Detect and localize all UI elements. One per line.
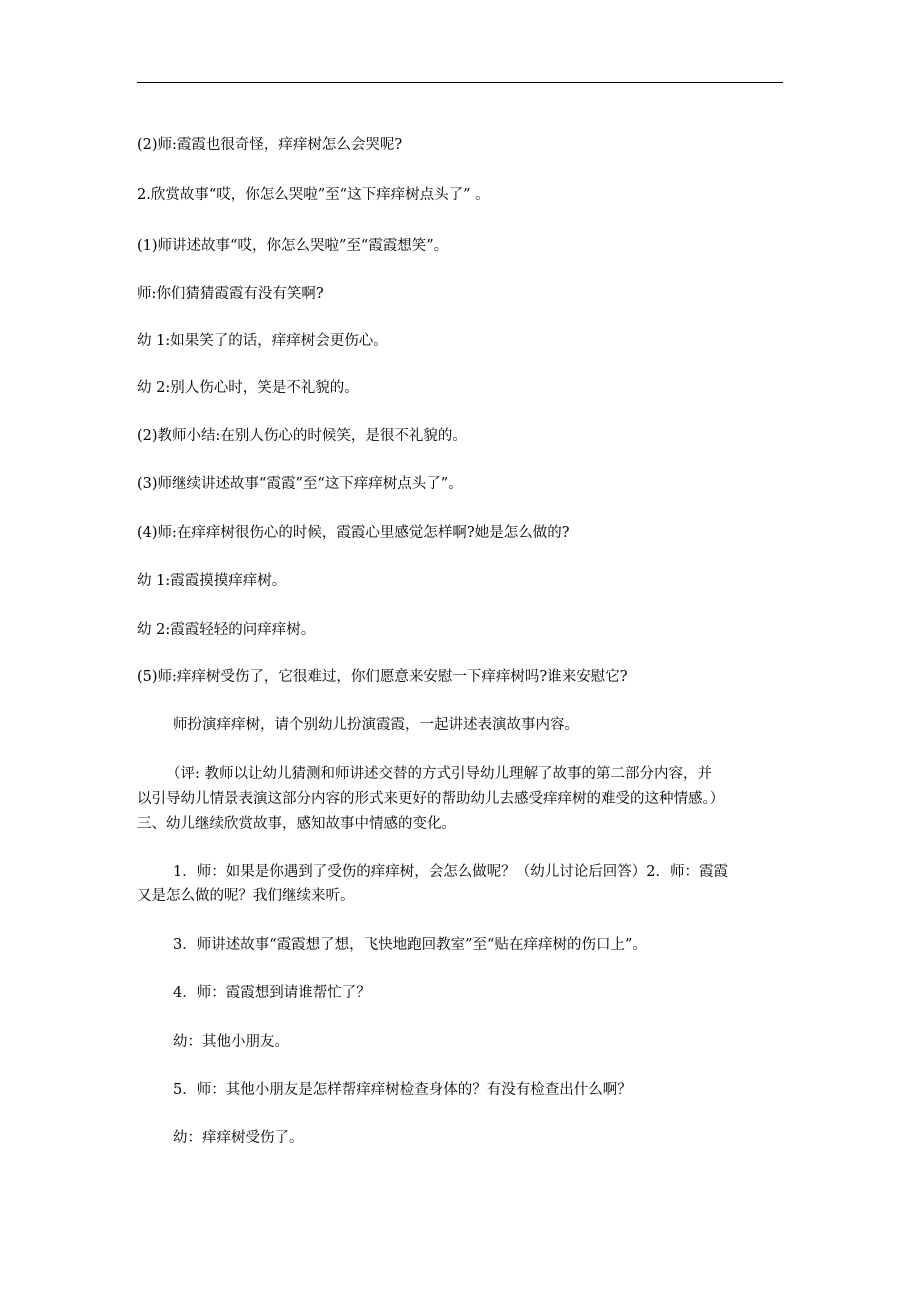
paragraph-line: 2.欣赏故事“哎，你怎么哭啦”至“这下痒痒树点头了” 。 (137, 187, 490, 203)
paragraph-line: 幼 1:如果笑了的话，痒痒树会更伤心。 (137, 333, 388, 349)
paragraph-line: 3．师讲述故事“霞霞想了想，飞快地跑回教室”至“贴在痒痒树的伤口上”。 (173, 937, 647, 953)
section-heading: 三、幼儿继续欣赏故事，感知故事中情感的变化。 (137, 816, 456, 832)
paragraph-line: 又是怎么做的呢？我们继续来听。 (137, 888, 355, 904)
paragraph-line: (2)教师小结:在别人伤心的时候笑，是很不礼貌的。 (137, 428, 467, 444)
paragraph-line: 4．师：霞霞想到请谁帮忙了？ (173, 985, 371, 1001)
paragraph-line: (1)师讲述故事“哎，你怎么哭啦”至“霞霞想笑”。 (137, 238, 449, 254)
paragraph-line: 幼 1:霞霞摸摸痒痒树。 (137, 573, 287, 589)
paragraph-line: (5)师:痒痒树受伤了，它很难过，你们愿意来安慰一下痒痒树吗?谁来安慰它? (137, 669, 628, 685)
paragraph-line: 幼 2:霞霞轻轻的问痒痒树。 (137, 622, 316, 638)
paragraph-line: (3)师继续讲述故事“霞霞”至“这下痒痒树点头了”。 (137, 476, 463, 492)
header-rule (137, 82, 783, 83)
paragraph-line: (4)师:在痒痒树很伤心的时候，霞霞心里感觉怎样啊?她是怎么做的? (137, 525, 570, 541)
paragraph-line: 1．师：如果是你遇到了受伤的痒痒树，会怎么做呢？（幼儿讨论后回答）2．师：霞霞 (173, 864, 728, 880)
commentary-line: （评: 教师以让幼儿猜测和师讲述交替的方式引导幼儿理解了故事的第二部分内容，并 (166, 766, 712, 782)
paragraph-line: 幼 2:别人伤心时，笑是不礼貌的。 (137, 380, 359, 396)
paragraph-line: 5．师：其他小朋友是怎样帮痒痒树检查身体的？有没有检查出什么啊？ (173, 1082, 632, 1098)
paragraph-line: 幼：痒痒树受伤了。 (173, 1130, 304, 1146)
paragraph-line: 幼：其他小朋友。 (173, 1034, 289, 1050)
paragraph-line: (2)师:霞霞也很奇怪，痒痒树怎么会哭呢? (137, 137, 403, 153)
commentary-line: 以引导幼儿情景表演这部分内容的形式来更好的帮助幼儿去感受痒痒树的难受的这种情感。） (137, 791, 725, 807)
paragraph-line: 师:你们猜猜霞霞有没有笑啊? (137, 286, 324, 302)
paragraph-line: 师扮演痒痒树，请个别幼儿扮演霞霞，一起讲述表演故事内容。 (173, 717, 579, 733)
